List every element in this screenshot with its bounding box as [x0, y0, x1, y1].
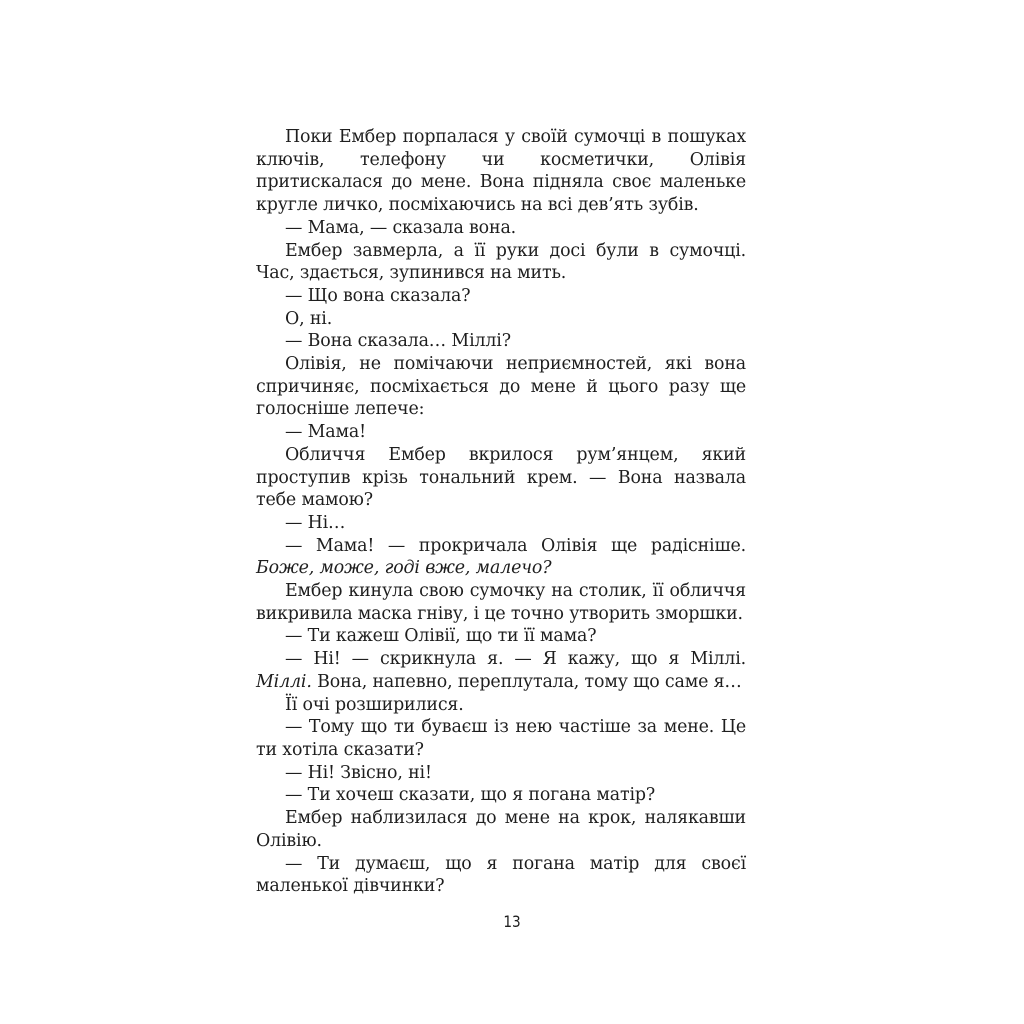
text-segment: — Ти хочеш сказати, що я погана матір?: [285, 785, 656, 806]
text-segment: — Ні…: [285, 512, 346, 533]
text-segment: — Мама!: [285, 422, 366, 443]
paragraph: [256, 512, 746, 535]
paragraph: [256, 762, 746, 785]
text-segment: Ембер наблизилася до мене на крок, налякавши Олівію.: [256, 808, 746, 851]
paragraph: [256, 807, 746, 852]
page-number: 13: [503, 912, 521, 931]
text-segment: Її очі розширилися.: [285, 694, 464, 715]
paragraph: [256, 784, 746, 807]
text-segment: Ембер завмерла, а її руки досі були в сумочці. Час, здається, зупинився на мить.: [256, 240, 746, 284]
paragraph: [256, 240, 746, 285]
paragraph: [256, 217, 746, 240]
paragraph: [256, 535, 746, 580]
paragraph: [256, 126, 746, 217]
text-segment: — Ні! Звісно, ні!: [285, 762, 432, 783]
text-segment: Обличчя Ембер вкрилося рум’янцем, який проступив крізь тональний крем. — Вона назвала тебе мамою?: [256, 444, 746, 511]
paragraph: [256, 580, 746, 625]
paragraph: [256, 285, 746, 308]
paragraph: [256, 308, 746, 331]
paragraph: [256, 421, 746, 444]
text-segment: — Ти кажеш Олівії, що ти її мама?: [285, 626, 597, 647]
text-segment: Олівія, не помічаючи неприємностей, які вона спричиняє, посміхається до мене й цього разу ще голосніше лепече:: [256, 354, 746, 420]
text-segment: — Ні! — скрикнула я. — Я кажу, що я Міллі.: [285, 649, 746, 670]
text-segment: Вона, напевно, переплутала, тому що саме я…: [311, 671, 742, 692]
text-segment: О, ні.: [285, 308, 333, 329]
text-segment: Ембер кинула свою сумочку на столик, її обличчя викривила маска гніву, і це точно утворить зморшки.: [256, 581, 746, 624]
text-segment: — Ти думаєш, що я погана матір для своєї маленької дівчинки?: [256, 853, 746, 897]
paragraph: [256, 648, 746, 693]
paragraph: [256, 853, 746, 898]
italic-thought: Боже, може, годі вже, малечо?: [256, 558, 552, 579]
paragraph: [256, 444, 746, 512]
text-segment: — Мама! — прокричала Олівія ще радісніше.: [285, 535, 746, 556]
text-segment: Поки Ембер порпалася у своїй сумочці в пошуках ключів, телефону чи косметички, Олівія притискалася до мене. Вона підняла своє маленьке кругле личко, посміхаючись на всі дев’ять зубів.: [256, 127, 746, 216]
paragraph: [256, 625, 746, 648]
text-segment: — Вона сказала… Міллі?: [285, 331, 511, 352]
body-text: [256, 126, 746, 898]
text-segment: — Що вона сказала?: [285, 285, 471, 306]
paragraph: [256, 694, 746, 717]
paragraph: [256, 330, 746, 353]
italic-emphasis: Міллі.: [256, 671, 312, 692]
text-segment: — Мама, — сказала вона.: [285, 217, 517, 238]
paragraph: [256, 716, 746, 761]
text-segment: — Тому що ти буваєш із нею частіше за мене. Це ти хотіла сказати?: [256, 717, 746, 760]
paragraph: [256, 353, 746, 421]
